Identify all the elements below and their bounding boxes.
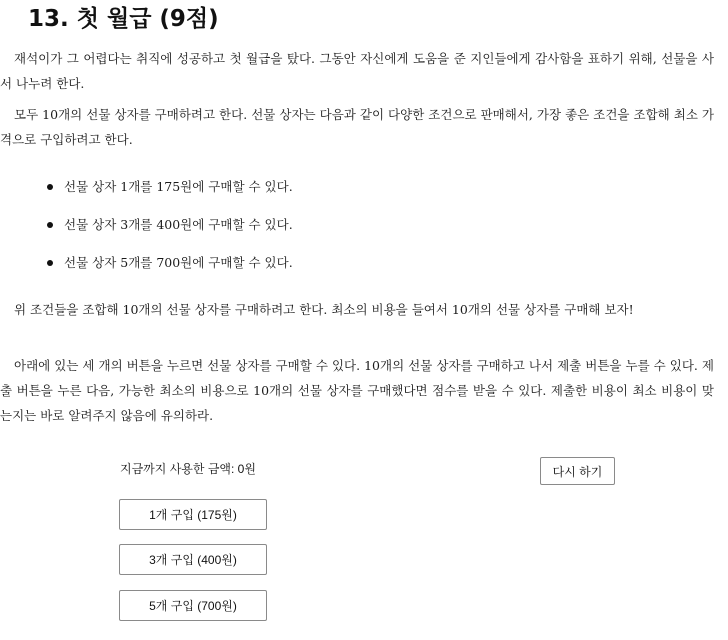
- problem-title: 13. 첫 월급 (9점): [28, 6, 219, 32]
- purchase-options-list: [46, 175, 293, 289]
- buy-5-boxes-button[interactable]: 5개 구입 (700원): [119, 590, 267, 621]
- bullet-icon: [47, 184, 53, 190]
- spent-amount-label: 지금까지 사용한 금액: 0원: [120, 462, 256, 476]
- purchase-goal-paragraph: 모두 10개의 선물 상자를 구매하려고 한다. 선물 상자는 다음과 같이 다양한 조건으로 판매해서, 가장 좋은 조건을 조합해 최소 가격으로 구입하려고 한다.: [0, 107, 714, 147]
- task-paragraph: 위 조건들을 조합해 10개의 선물 상자를 구매하려고 한다. 최소의 비용을 들여서 10개의 선물 상자를 구매해 보자!: [14, 302, 634, 317]
- intro-paragraph: 재석이가 그 어렵다는 취직에 성공하고 첫 월급을 탔다. 그동안 자신에게 도움을 준 지인들에게 감사함을 표하기 위해, 선물을 사서 나누려 한다.: [0, 51, 714, 91]
- buy-3-boxes-button[interactable]: 3개 구입 (400원): [119, 544, 267, 575]
- instructions-paragraph: 아래에 있는 세 개의 버튼을 누르면 선물 상자를 구매할 수 있다. 10개의 선물 상자를 구매하고 나서 제출 버튼을 누를 수 있다. 제출 버튼을 누른 다음, 가능한 최소의 비용으로 10개의 선물 상자를 구매했다면 점수를 받을 수 있다. 제출한 비용이 최소 비용이 맞는지는 바로 알려주지 않음에 유의하라.: [0, 358, 714, 423]
- list-item-text: 선물 상자 3개를 400원에 구매할 수 있다.: [64, 217, 293, 232]
- list-item-text: 선물 상자 5개를 700원에 구매할 수 있다.: [64, 255, 293, 270]
- list-item-text: 선물 상자 1개를 175원에 구매할 수 있다.: [64, 179, 293, 194]
- bullet-icon: [47, 260, 53, 266]
- bullet-icon: [47, 222, 53, 228]
- list-item: [46, 213, 293, 251]
- list-item: [46, 251, 293, 289]
- buy-1-box-button[interactable]: 1개 구입 (175원): [119, 499, 267, 530]
- list-item: [46, 175, 293, 213]
- reset-button[interactable]: 다시 하기: [540, 457, 615, 485]
